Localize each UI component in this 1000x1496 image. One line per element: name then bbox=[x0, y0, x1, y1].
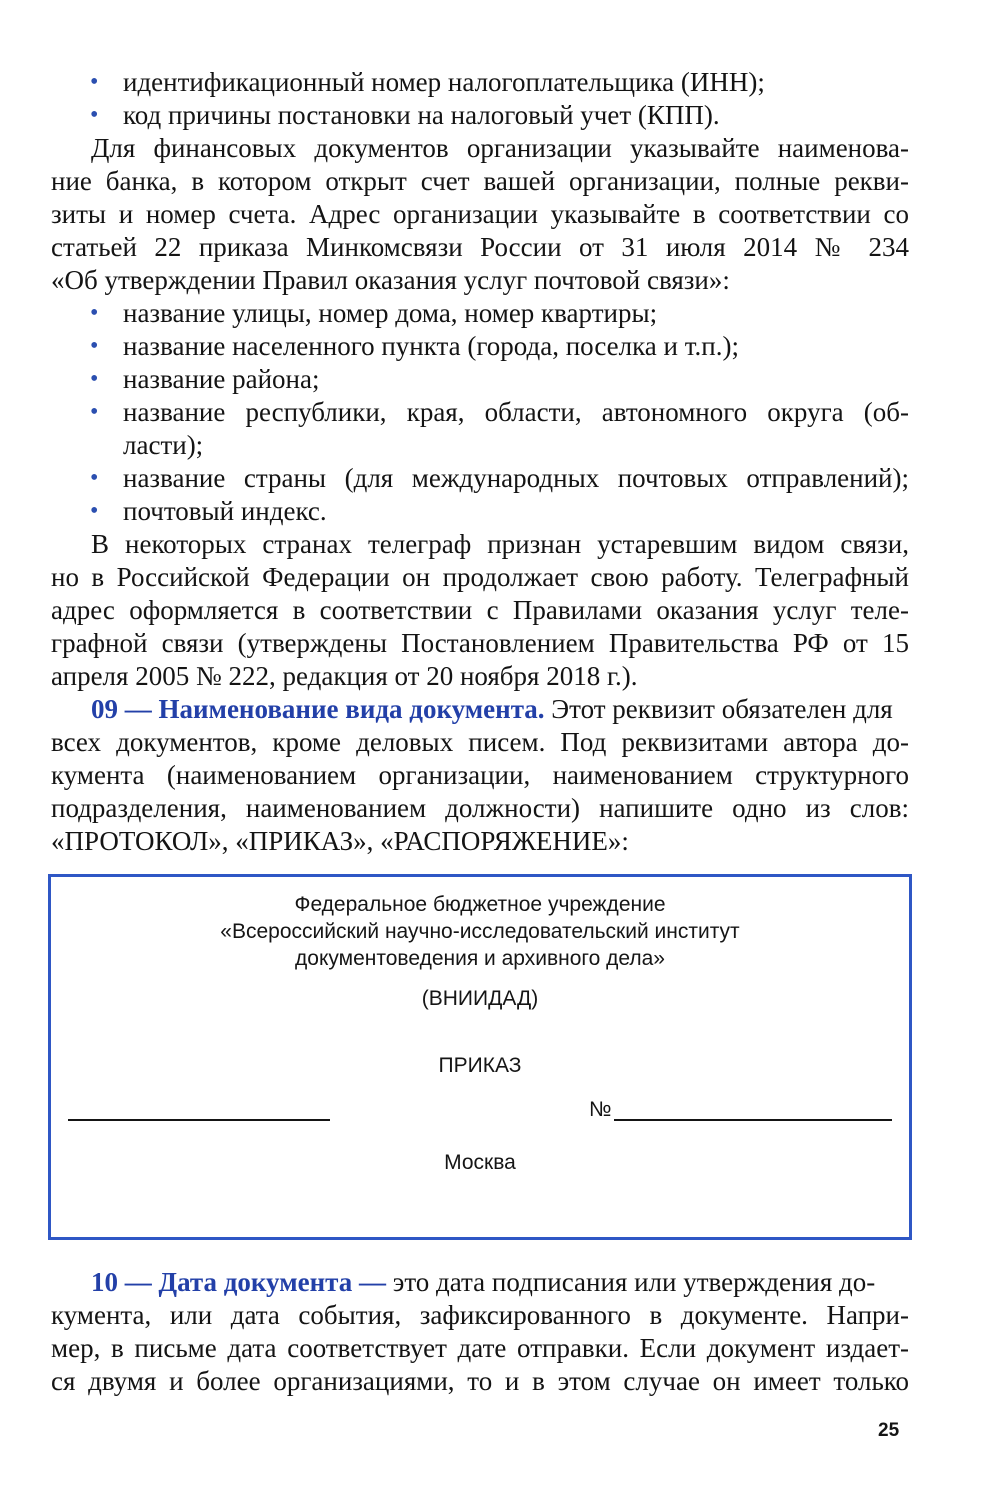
bullet-dot: • bbox=[90, 498, 99, 524]
bullet-item-inn: идентификационный номер налогоплательщика (ИНН); bbox=[123, 67, 765, 97]
para1-line: ние банка, в котором открыт счет вашей организации, полные рекви- bbox=[51, 166, 909, 196]
para1-line: статьей 22 приказа Минкомсвязи России от 31 июля 2014 № 234 bbox=[51, 232, 909, 262]
para2-line: графной связи (утверждены Постановлением Правительства РФ от 15 bbox=[51, 628, 909, 658]
bullet-item-continued: ласти); bbox=[123, 430, 204, 460]
para2-line: В некоторых странах телеграф признан устаревшим видом связи, bbox=[91, 529, 909, 559]
para2-line: но в Российской Федерации он продолжает свою работу. Телеграфный bbox=[51, 562, 909, 592]
section-09-line: всех документов, кроме деловых писем. Под реквизитами автора до- bbox=[51, 727, 909, 757]
bullet-item: название республики, края, области, автономного округа (об- bbox=[123, 397, 909, 427]
para2-line: апреля 2005 № 222, редакция от 20 ноября 2018 г.). bbox=[51, 661, 638, 691]
bullet-item: название улицы, номер дома, номер квартиры; bbox=[123, 298, 658, 328]
sample-number-label: № bbox=[589, 1098, 612, 1121]
bullet-item-kpp: код причины постановки на налоговый учет (КПП). bbox=[123, 100, 720, 130]
section-09-line: кумента (наименованием организации, наименованием структурного bbox=[51, 760, 909, 790]
bullet-dot: • bbox=[90, 102, 99, 128]
page-number: 25 bbox=[878, 1420, 900, 1441]
para1-line: зиты и номер счета. Адрес организации указывайте в соответствии со bbox=[51, 199, 909, 229]
section-09-first-text: Этот реквизит обязателен для bbox=[544, 694, 893, 724]
section-09-line: «ПРОТОКОЛ», «ПРИКАЗ», «РАСПОРЯЖЕНИЕ»: bbox=[51, 826, 629, 856]
sample-org-line: «Всероссийский научно-исследовательский институт bbox=[220, 920, 740, 943]
section-10-line: ся двумя и более организациями, то и в этом случае он имеет только bbox=[51, 1366, 909, 1396]
section-09-heading: 09 — Наименование вида документа. bbox=[91, 694, 545, 724]
sample-date-line bbox=[68, 1119, 330, 1121]
sample-document-frame bbox=[48, 874, 912, 1240]
sample-org-abbr: (ВНИИДАД) bbox=[421, 987, 539, 1010]
sample-org-line: Федеральное бюджетное учреждение bbox=[294, 893, 666, 916]
sample-org-line: документоведения и архивного дела» bbox=[295, 947, 665, 970]
section-10-line: мер, в письме дата соответствует дате отправки. Если документ издает- bbox=[51, 1333, 909, 1363]
para1-line: Для финансовых документов организации указывайте наименова- bbox=[91, 133, 909, 163]
sample-doc-type: ПРИКАЗ bbox=[438, 1054, 522, 1077]
section-10-line: кумента, или дата события, зафиксированного в документе. Напри- bbox=[51, 1300, 909, 1330]
bullet-item: почтовый индекс. bbox=[123, 496, 327, 526]
bullet-item: название населенного пункта (города, поселка и т.п.); bbox=[123, 331, 739, 361]
bullet-item: название района; bbox=[123, 364, 320, 394]
section-09-line: подразделения, наименованием должности) напишите одно из слов: bbox=[51, 793, 909, 823]
bullet-dot: • bbox=[90, 465, 99, 491]
bullet-item: название страны (для международных почтовых отправлений); bbox=[123, 463, 909, 493]
bullet-dot: • bbox=[90, 366, 99, 392]
section-10-first-text: это дата подписания или утверждения до- bbox=[385, 1267, 876, 1297]
section-10-first-line bbox=[91, 1266, 909, 1299]
sample-number-line bbox=[614, 1119, 892, 1121]
bullet-dot: • bbox=[90, 399, 99, 425]
section-09-first-line bbox=[91, 693, 909, 726]
sample-city: Москва bbox=[444, 1151, 516, 1174]
bullet-dot: • bbox=[90, 69, 99, 95]
para1-line: «Об утверждении Правил оказания услуг почтовой связи»: bbox=[51, 265, 730, 295]
section-10-heading: 10 — Дата документа — bbox=[91, 1267, 386, 1297]
para2-line: адрес оформляется в соответствии с Правилами оказания услуг теле- bbox=[51, 595, 909, 625]
bullet-dot: • bbox=[90, 333, 99, 359]
bullet-dot: • bbox=[90, 300, 99, 326]
